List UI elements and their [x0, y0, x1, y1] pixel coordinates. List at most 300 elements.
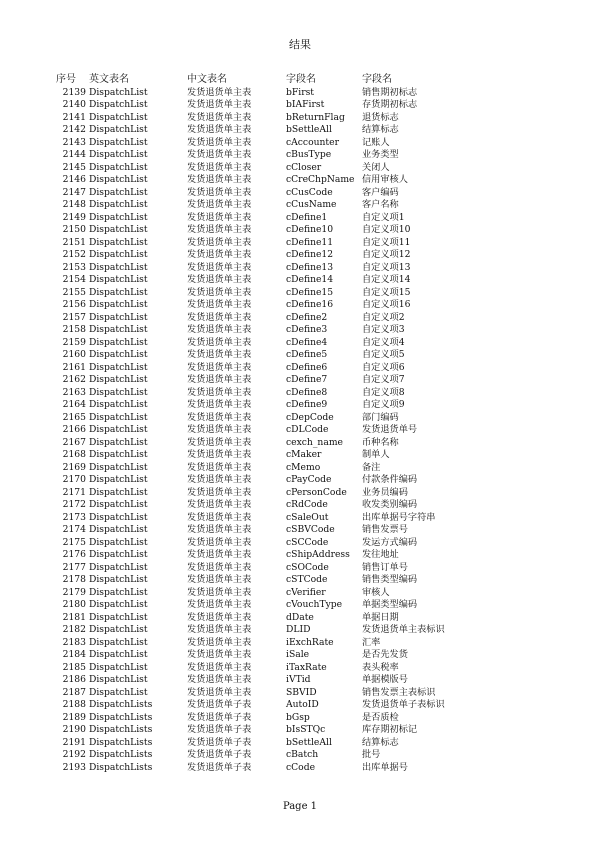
- table-row: [56, 637, 502, 650]
- cell-field-name: 业务员编码: [362, 486, 408, 498]
- cell-field-code: bGsp: [286, 711, 310, 723]
- cell-english-table-name: DispatchList: [89, 99, 148, 110]
- cell-english-table-name: DispatchList: [89, 549, 148, 560]
- cell-index: 2143: [62, 136, 86, 148]
- table-row: [56, 149, 502, 162]
- cell-chinese-table-name: 发货退货单主表: [187, 274, 252, 285]
- cell-chinese-table-name: 发货退货单主表: [187, 286, 252, 298]
- cell-index: 2170: [62, 474, 86, 485]
- cell-index: 2149: [62, 211, 86, 223]
- cell-index: 2144: [62, 149, 86, 160]
- cell-field-code: cDLCode: [286, 424, 329, 435]
- cell-field-code: cDefine5: [286, 349, 328, 360]
- cell-field-name: 收发类别编码: [362, 499, 418, 510]
- cell-field-name: 自定义项10: [362, 224, 411, 235]
- cell-english-table-name: DispatchList: [89, 611, 148, 623]
- cell-field-name: 关闭人: [362, 161, 390, 173]
- cell-chinese-table-name: 发货退货单主表: [187, 111, 252, 123]
- cell-chinese-table-name: 发货退货单主表: [187, 424, 252, 435]
- cell-field-name: 客户名称: [362, 199, 399, 210]
- cell-field-code: cDefine16: [286, 299, 334, 310]
- table-row: [56, 737, 502, 750]
- cell-chinese-table-name: 发货退货单主表: [187, 161, 252, 173]
- table-row: [56, 512, 502, 525]
- cell-index: 2181: [62, 611, 86, 623]
- table-row: [56, 212, 502, 225]
- table-row: [56, 574, 502, 587]
- cell-chinese-table-name: 发货退货单主表: [187, 199, 252, 210]
- cell-index: 2182: [62, 624, 86, 635]
- cell-field-name: 结算标志: [362, 736, 399, 748]
- cell-english-table-name: DispatchList: [89, 349, 148, 360]
- table-body: [56, 87, 502, 775]
- cell-english-table-name: DispatchList: [89, 649, 148, 660]
- cell-index: 2158: [62, 324, 86, 335]
- table-row: [56, 362, 502, 375]
- cell-chinese-table-name: 发货退货单主表: [187, 524, 252, 535]
- cell-english-table-name: DispatchList: [89, 361, 148, 373]
- table-row: [56, 537, 502, 550]
- cell-field-code: DLID: [286, 624, 311, 635]
- cell-chinese-table-name: 发货退货单主表: [187, 386, 252, 398]
- cell-english-table-name: DispatchList: [89, 436, 148, 448]
- cell-field-code: cVouchType: [286, 599, 343, 610]
- cell-chinese-table-name: 发货退货单主表: [187, 224, 252, 235]
- cell-chinese-table-name: 发货退货单主表: [187, 236, 252, 248]
- cell-field-name: 存货期初标志: [362, 99, 418, 110]
- results-table: [56, 74, 502, 774]
- cell-chinese-table-name: 发货退货单主表: [187, 574, 252, 585]
- table-row: [56, 749, 502, 762]
- cell-chinese-table-name: 发货退货单子表: [187, 724, 252, 735]
- table-row: [56, 299, 502, 312]
- cell-field-name: 记账人: [362, 136, 390, 148]
- cell-field-name: 自定义项6: [362, 361, 405, 373]
- cell-field-name: 单据日期: [362, 611, 399, 623]
- cell-field-code: cDepCode: [286, 411, 334, 423]
- cell-field-code: cDefine9: [286, 399, 328, 410]
- cell-field-name: 表头税率: [362, 661, 399, 673]
- cell-index: 2187: [62, 686, 86, 698]
- cell-english-table-name: DispatchList: [89, 449, 148, 460]
- cell-field-name: 发运方式编码: [362, 536, 418, 548]
- cell-field-name: 自定义项3: [362, 324, 405, 335]
- cell-field-name: 币种名称: [362, 436, 399, 448]
- cell-chinese-table-name: 发货退货单主表: [187, 474, 252, 485]
- cell-field-code: dDate: [286, 611, 314, 623]
- cell-field-code: cexch_name: [286, 436, 343, 448]
- cell-english-table-name: DispatchList: [89, 249, 148, 260]
- table-row: [56, 549, 502, 562]
- page-number: Page 1: [282, 801, 318, 812]
- cell-field-code: cRdCode: [286, 499, 328, 510]
- cell-index: 2171: [62, 486, 86, 498]
- cell-chinese-table-name: 发货退货单主表: [187, 261, 252, 273]
- cell-field-name: 批号: [362, 749, 381, 760]
- table-row: [56, 599, 502, 612]
- cell-chinese-table-name: 发货退货单主表: [187, 686, 252, 698]
- table-header-row: [56, 74, 502, 87]
- cell-index: 2150: [62, 224, 86, 235]
- cell-english-table-name: DispatchLists: [89, 699, 153, 710]
- cell-field-code: cDefine3: [286, 324, 328, 335]
- cell-chinese-table-name: 发货退货单主表: [187, 611, 252, 623]
- cell-english-table-name: DispatchLists: [89, 711, 153, 723]
- table-row: [56, 624, 502, 637]
- table-row: [56, 399, 502, 412]
- cell-english-table-name: DispatchList: [89, 511, 148, 523]
- cell-index: 2183: [62, 636, 86, 648]
- cell-field-name: 销售类型编码: [362, 574, 418, 585]
- cell-field-code: bIAFirst: [286, 99, 325, 110]
- cell-field-name: 单据模版号: [362, 674, 408, 685]
- cell-field-code: cVerifier: [286, 586, 326, 598]
- cell-english-table-name: DispatchList: [89, 474, 148, 485]
- cell-field-code: bSettleAll: [286, 124, 332, 135]
- cell-english-table-name: DispatchLists: [89, 724, 153, 735]
- cell-field-name: 客户编码: [362, 186, 399, 198]
- table-row: [56, 374, 502, 387]
- table-row: [56, 162, 502, 175]
- cell-index: 2153: [62, 261, 86, 273]
- cell-field-code: cDefine13: [286, 261, 334, 273]
- cell-field-name: 自定义项8: [362, 386, 405, 398]
- cell-field-name: 业务类型: [362, 149, 399, 160]
- cell-field-code: iExchRate: [286, 636, 334, 648]
- table-row: [56, 724, 502, 737]
- cell-index: 2141: [62, 111, 86, 123]
- table-row: [56, 649, 502, 662]
- cell-english-table-name: DispatchList: [89, 224, 148, 235]
- table-row: [56, 387, 502, 400]
- cell-index: 2154: [62, 274, 86, 285]
- cell-field-code: cDefine8: [286, 386, 328, 398]
- cell-field-code: cDefine1: [286, 211, 328, 223]
- cell-field-name: 出库单据号字符串: [362, 511, 436, 523]
- table-row: [56, 524, 502, 537]
- cell-index: 2185: [62, 661, 86, 673]
- cell-field-name: 自定义项11: [362, 236, 411, 248]
- cell-index: 2188: [62, 699, 86, 710]
- cell-field-name: 结算标志: [362, 124, 399, 135]
- cell-index: 2191: [62, 736, 86, 748]
- cell-field-code: iVTid: [286, 674, 311, 685]
- cell-field-code: iSale: [286, 649, 310, 660]
- cell-index: 2176: [62, 549, 86, 560]
- cell-english-table-name: DispatchList: [89, 411, 148, 423]
- cell-index: 2147: [62, 186, 86, 198]
- table-row: [56, 462, 502, 475]
- table-row: [56, 712, 502, 725]
- table-row: [56, 337, 502, 350]
- cell-chinese-table-name: 发货退货单主表: [187, 436, 252, 448]
- cell-field-name: 审核人: [362, 586, 390, 598]
- cell-index: 2169: [62, 461, 86, 473]
- cell-chinese-table-name: 发货退货单主表: [187, 174, 252, 185]
- cell-chinese-table-name: 发货退货单主表: [187, 186, 252, 198]
- cell-english-table-name: DispatchList: [89, 161, 148, 173]
- cell-english-table-name: DispatchList: [89, 661, 148, 673]
- cell-index: 2167: [62, 436, 86, 448]
- cell-chinese-table-name: 发货退货单主表: [187, 399, 252, 410]
- cell-chinese-table-name: 发货退货单主表: [187, 511, 252, 523]
- table-row: [56, 662, 502, 675]
- cell-field-name: 备注: [362, 461, 381, 473]
- cell-field-code: bSettleAll: [286, 736, 332, 748]
- cell-index: 2173: [62, 511, 86, 523]
- table-row: [56, 449, 502, 462]
- table-row: [56, 487, 502, 500]
- cell-english-table-name: DispatchList: [89, 374, 148, 385]
- table-row: [56, 562, 502, 575]
- cell-field-name: 自定义项4: [362, 336, 405, 348]
- cell-chinese-table-name: 发货退货单主表: [187, 674, 252, 685]
- table-row: [56, 99, 502, 112]
- cell-chinese-table-name: 发货退货单主表: [187, 499, 252, 510]
- cell-chinese-table-name: 发货退货单主表: [187, 586, 252, 598]
- cell-chinese-table-name: 发货退货单子表: [187, 749, 252, 760]
- table-row: [56, 312, 502, 325]
- cell-chinese-table-name: 发货退货单子表: [187, 711, 252, 723]
- cell-field-code: cSOCode: [286, 561, 329, 573]
- table-row: [56, 174, 502, 187]
- cell-english-table-name: DispatchList: [89, 624, 148, 635]
- cell-chinese-table-name: 发货退货单主表: [187, 449, 252, 460]
- cell-field-name: 自定义项1: [362, 211, 405, 223]
- cell-field-name: 销售订单号: [362, 561, 408, 573]
- table-row: [56, 112, 502, 125]
- page-title: 结果: [289, 38, 311, 51]
- table-row: [56, 124, 502, 137]
- cell-index: 2172: [62, 499, 86, 510]
- cell-index: 2175: [62, 536, 86, 548]
- cell-field-name: 出库单据号: [362, 761, 408, 773]
- cell-english-table-name: DispatchList: [89, 499, 148, 510]
- cell-index: 2192: [62, 749, 86, 760]
- table-row: [56, 474, 502, 487]
- table-row: [56, 249, 502, 262]
- cell-chinese-table-name: 发货退货单子表: [187, 761, 252, 773]
- cell-field-code: cDefine10: [286, 224, 334, 235]
- cell-field-code: cMemo: [286, 461, 321, 473]
- table-row: [56, 424, 502, 437]
- cell-field-name: 部门编码: [362, 411, 399, 423]
- cell-index: 2168: [62, 449, 86, 460]
- cell-english-table-name: DispatchList: [89, 599, 148, 610]
- cell-index: 2179: [62, 586, 86, 598]
- table-row: [56, 187, 502, 200]
- cell-english-table-name: DispatchLists: [89, 761, 153, 773]
- header-index: 序号: [56, 74, 76, 85]
- cell-field-code: AutoID: [286, 699, 319, 710]
- cell-chinese-table-name: 发货退货单主表: [187, 211, 252, 223]
- cell-chinese-table-name: 发货退货单主表: [187, 249, 252, 260]
- cell-field-code: iTaxRate: [286, 661, 327, 673]
- cell-chinese-table-name: 发货退货单主表: [187, 324, 252, 335]
- table-row: [56, 437, 502, 450]
- cell-field-name: 库存期初标记: [362, 724, 418, 735]
- cell-field-code: cPayCode: [286, 474, 332, 485]
- header-field-code: 字段名: [286, 74, 316, 85]
- cell-english-table-name: DispatchList: [89, 324, 148, 335]
- cell-chinese-table-name: 发货退货单主表: [187, 349, 252, 360]
- cell-english-table-name: DispatchList: [89, 574, 148, 585]
- cell-index: 2193: [62, 761, 86, 773]
- cell-field-code: cDefine6: [286, 361, 328, 373]
- cell-field-name: 是否质检: [362, 711, 399, 723]
- cell-field-code: cMaker: [286, 449, 322, 460]
- table-row: [56, 674, 502, 687]
- cell-field-code: cDefine2: [286, 311, 328, 323]
- cell-field-code: cDefine11: [286, 236, 334, 248]
- cell-field-code: cCusCode: [286, 186, 333, 198]
- cell-english-table-name: DispatchList: [89, 124, 148, 135]
- cell-english-table-name: DispatchList: [89, 111, 148, 123]
- table-row: [56, 287, 502, 300]
- cell-field-code: cDefine4: [286, 336, 328, 348]
- cell-english-table-name: DispatchList: [89, 149, 148, 160]
- cell-index: 2166: [62, 424, 86, 435]
- cell-field-name: 销售期初标志: [362, 86, 418, 98]
- cell-english-table-name: DispatchList: [89, 299, 148, 310]
- table-row: [56, 499, 502, 512]
- cell-field-code: cCusName: [286, 199, 337, 210]
- cell-index: 2165: [62, 411, 86, 423]
- cell-english-table-name: DispatchList: [89, 399, 148, 410]
- cell-field-code: cCode: [286, 761, 316, 773]
- cell-field-code: bReturnFlag: [286, 111, 345, 123]
- cell-chinese-table-name: 发货退货单主表: [187, 336, 252, 348]
- cell-field-name: 信用审核人: [362, 174, 408, 185]
- cell-english-table-name: DispatchLists: [89, 736, 153, 748]
- cell-field-code: cDefine12: [286, 249, 334, 260]
- cell-field-name: 自定义项15: [362, 286, 411, 298]
- table-row: [56, 137, 502, 150]
- table-row: [56, 687, 502, 700]
- cell-chinese-table-name: 发货退货单主表: [187, 561, 252, 573]
- cell-english-table-name: DispatchList: [89, 636, 148, 648]
- cell-english-table-name: DispatchList: [89, 336, 148, 348]
- cell-field-name: 发货退货单子表标识: [362, 699, 445, 710]
- cell-english-table-name: DispatchList: [89, 461, 148, 473]
- table-row: [56, 199, 502, 212]
- cell-index: 2177: [62, 561, 86, 573]
- cell-index: 2159: [62, 336, 86, 348]
- cell-chinese-table-name: 发货退货单子表: [187, 699, 252, 710]
- cell-field-name: 自定义项16: [362, 299, 411, 310]
- cell-chinese-table-name: 发货退货单主表: [187, 599, 252, 610]
- table-row: [56, 349, 502, 362]
- cell-field-name: 发往地址: [362, 549, 399, 560]
- table-row: [56, 762, 502, 775]
- cell-field-code: cBatch: [286, 749, 319, 760]
- cell-chinese-table-name: 发货退货单主表: [187, 361, 252, 373]
- cell-chinese-table-name: 发货退货单主表: [187, 99, 252, 110]
- table-row: [56, 612, 502, 625]
- cell-index: 2190: [62, 724, 86, 735]
- cell-english-table-name: DispatchList: [89, 536, 148, 548]
- cell-field-code: bFirst: [286, 86, 314, 98]
- table-row: [56, 224, 502, 237]
- cell-english-table-name: DispatchList: [89, 524, 148, 535]
- cell-field-name: 自定义项13: [362, 261, 411, 273]
- cell-field-code: cSBVCode: [286, 524, 335, 535]
- cell-chinese-table-name: 发货退货单主表: [187, 299, 252, 310]
- cell-field-code: cDefine14: [286, 274, 334, 285]
- cell-chinese-table-name: 发货退货单主表: [187, 486, 252, 498]
- cell-index: 2174: [62, 524, 86, 535]
- cell-index: 2142: [62, 124, 86, 135]
- cell-english-table-name: DispatchList: [89, 174, 148, 185]
- table-row: [56, 587, 502, 600]
- cell-chinese-table-name: 发货退货单主表: [187, 549, 252, 560]
- table-row: [56, 237, 502, 250]
- cell-english-table-name: DispatchList: [89, 386, 148, 398]
- table-row: [56, 412, 502, 425]
- cell-field-name: 发货退货单主表标识: [362, 624, 445, 635]
- cell-index: 2160: [62, 349, 86, 360]
- cell-index: 2152: [62, 249, 86, 260]
- cell-field-code: cShipAddress: [286, 549, 350, 560]
- cell-english-table-name: DispatchLists: [89, 749, 153, 760]
- cell-english-table-name: DispatchList: [89, 674, 148, 685]
- cell-field-code: cSTCode: [286, 574, 328, 585]
- cell-chinese-table-name: 发货退货单主表: [187, 649, 252, 660]
- cell-field-name: 发货退货单号: [362, 424, 418, 435]
- cell-chinese-table-name: 发货退货单主表: [187, 461, 252, 473]
- cell-field-code: cSCCode: [286, 536, 329, 548]
- cell-english-table-name: DispatchList: [89, 261, 148, 273]
- cell-english-table-name: DispatchList: [89, 186, 148, 198]
- cell-index: 2164: [62, 399, 86, 410]
- cell-index: 2146: [62, 174, 86, 185]
- cell-index: 2163: [62, 386, 86, 398]
- table-row: [56, 699, 502, 712]
- cell-index: 2161: [62, 361, 86, 373]
- cell-field-name: 付款条件编码: [362, 474, 418, 485]
- cell-chinese-table-name: 发货退货单主表: [187, 624, 252, 635]
- table-row: [56, 262, 502, 275]
- cell-field-code: cDefine7: [286, 374, 328, 385]
- cell-english-table-name: DispatchList: [89, 86, 148, 98]
- cell-english-table-name: DispatchList: [89, 236, 148, 248]
- cell-english-table-name: DispatchList: [89, 486, 148, 498]
- cell-chinese-table-name: 发货退货单主表: [187, 374, 252, 385]
- cell-index: 2145: [62, 161, 86, 173]
- cell-field-name: 销售发票主表标识: [362, 686, 436, 698]
- cell-chinese-table-name: 发货退货单主表: [187, 311, 252, 323]
- cell-field-code: cSaleOut: [286, 511, 329, 523]
- cell-field-name: 自定义项7: [362, 374, 405, 385]
- cell-index: 2189: [62, 711, 86, 723]
- cell-field-name: 自定义项12: [362, 249, 411, 260]
- cell-english-table-name: DispatchList: [89, 686, 148, 698]
- cell-field-code: cBusType: [286, 149, 332, 160]
- cell-chinese-table-name: 发货退货单主表: [187, 149, 252, 160]
- cell-chinese-table-name: 发货退货单主表: [187, 136, 252, 148]
- cell-field-code: cCloser: [286, 161, 322, 173]
- cell-field-name: 自定义项5: [362, 349, 405, 360]
- cell-chinese-table-name: 发货退货单主表: [187, 536, 252, 548]
- cell-chinese-table-name: 发货退货单子表: [187, 736, 252, 748]
- cell-field-name: 自定义项9: [362, 399, 405, 410]
- cell-english-table-name: DispatchList: [89, 274, 148, 285]
- header-english-table-name: 英文表名: [89, 74, 129, 85]
- cell-field-code: cCreChpName: [286, 174, 355, 185]
- cell-field-name: 自定义项14: [362, 274, 411, 285]
- cell-english-table-name: DispatchList: [89, 311, 148, 323]
- cell-english-table-name: DispatchList: [89, 136, 148, 148]
